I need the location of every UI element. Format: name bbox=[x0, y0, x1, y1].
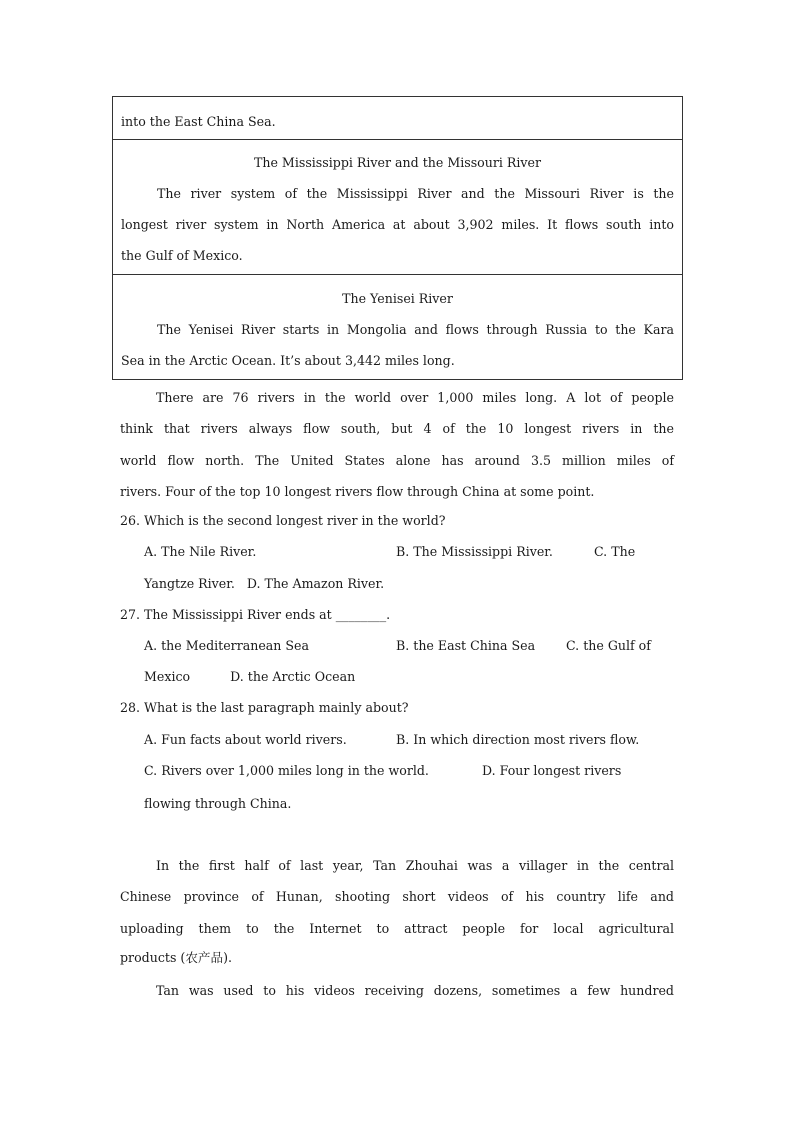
option-28b: B. In which direction most rivers flow. bbox=[396, 732, 640, 747]
passage-line: Chinese province of Hunan, shooting short videos of his country life and bbox=[120, 889, 674, 904]
paragraph-line: world flow north. The United States alone has around 3.5 million miles of bbox=[120, 453, 674, 468]
question-stem-26: 26. Which is the second longest river in the world? bbox=[120, 513, 446, 528]
option-26c: C. The bbox=[594, 544, 636, 559]
passage-line: uploading them to the Internet to attract people for local agricultural bbox=[120, 921, 674, 936]
table-line: The Yenisei River starts in Mongolia and flows through Russia to the Kara bbox=[157, 322, 674, 337]
paragraph-line: rivers. Four of the top 10 longest rivers flow through China at some point. bbox=[120, 484, 595, 499]
paragraph-line: think that rivers always flow south, but 4 of the 10 longest rivers in the bbox=[120, 421, 674, 436]
table-line: the Gulf of Mexico. bbox=[121, 248, 243, 263]
options-27-line2: Mexico D. the Arctic Ocean bbox=[144, 669, 356, 684]
passage-line: products (农产品). bbox=[120, 950, 233, 965]
section-title-mississippi: The Mississippi River and the Missouri River bbox=[253, 155, 542, 170]
table-line: Sea in the Arctic Ocean. It’s about 3,442 miles long. bbox=[121, 353, 455, 368]
table-row-yenisei bbox=[112, 274, 683, 380]
question-stem-27: 27. The Mississippi River ends at ________. bbox=[120, 607, 391, 622]
option-27c: C. the Gulf of bbox=[566, 638, 651, 653]
option-27b: B. the East China Sea bbox=[396, 638, 536, 653]
table-row-mississippi bbox=[112, 139, 683, 275]
option-28d: D. Four longest rivers bbox=[482, 763, 622, 778]
option-28c: C. Rivers over 1,000 miles long in the world. bbox=[144, 763, 429, 778]
option-28a: A. Fun facts about world rivers. bbox=[144, 732, 347, 747]
option-27a: A. the Mediterranean Sea bbox=[144, 638, 310, 653]
passage-line: In the first half of last year, Tan Zhouhai was a villager in the central bbox=[156, 858, 674, 873]
table-line: The river system of the Mississippi River and the Missouri River is the bbox=[157, 186, 674, 201]
option-26b: B. The Mississippi River. bbox=[396, 544, 553, 559]
passage-line: Tan was used to his videos receiving dozens, sometimes a few hundred bbox=[156, 983, 674, 998]
question-stem-28: 28. What is the last paragraph mainly about? bbox=[120, 700, 409, 715]
table-line: longest river system in North America at about 3,902 miles. It flows south into bbox=[121, 217, 674, 232]
table-row-yangtze-end bbox=[112, 96, 683, 140]
options-26-line2: Yangtze River. D. The Amazon River. bbox=[144, 576, 385, 591]
section-title-yenisei: The Yenisei River bbox=[342, 291, 453, 306]
option-26a: A. The Nile River. bbox=[144, 544, 257, 559]
paragraph-line: There are 76 rivers in the world over 1,000 miles long. A lot of people bbox=[156, 390, 674, 405]
table-row-text: into the East China Sea. bbox=[121, 114, 276, 129]
options-28-line3: flowing through China. bbox=[144, 796, 292, 811]
